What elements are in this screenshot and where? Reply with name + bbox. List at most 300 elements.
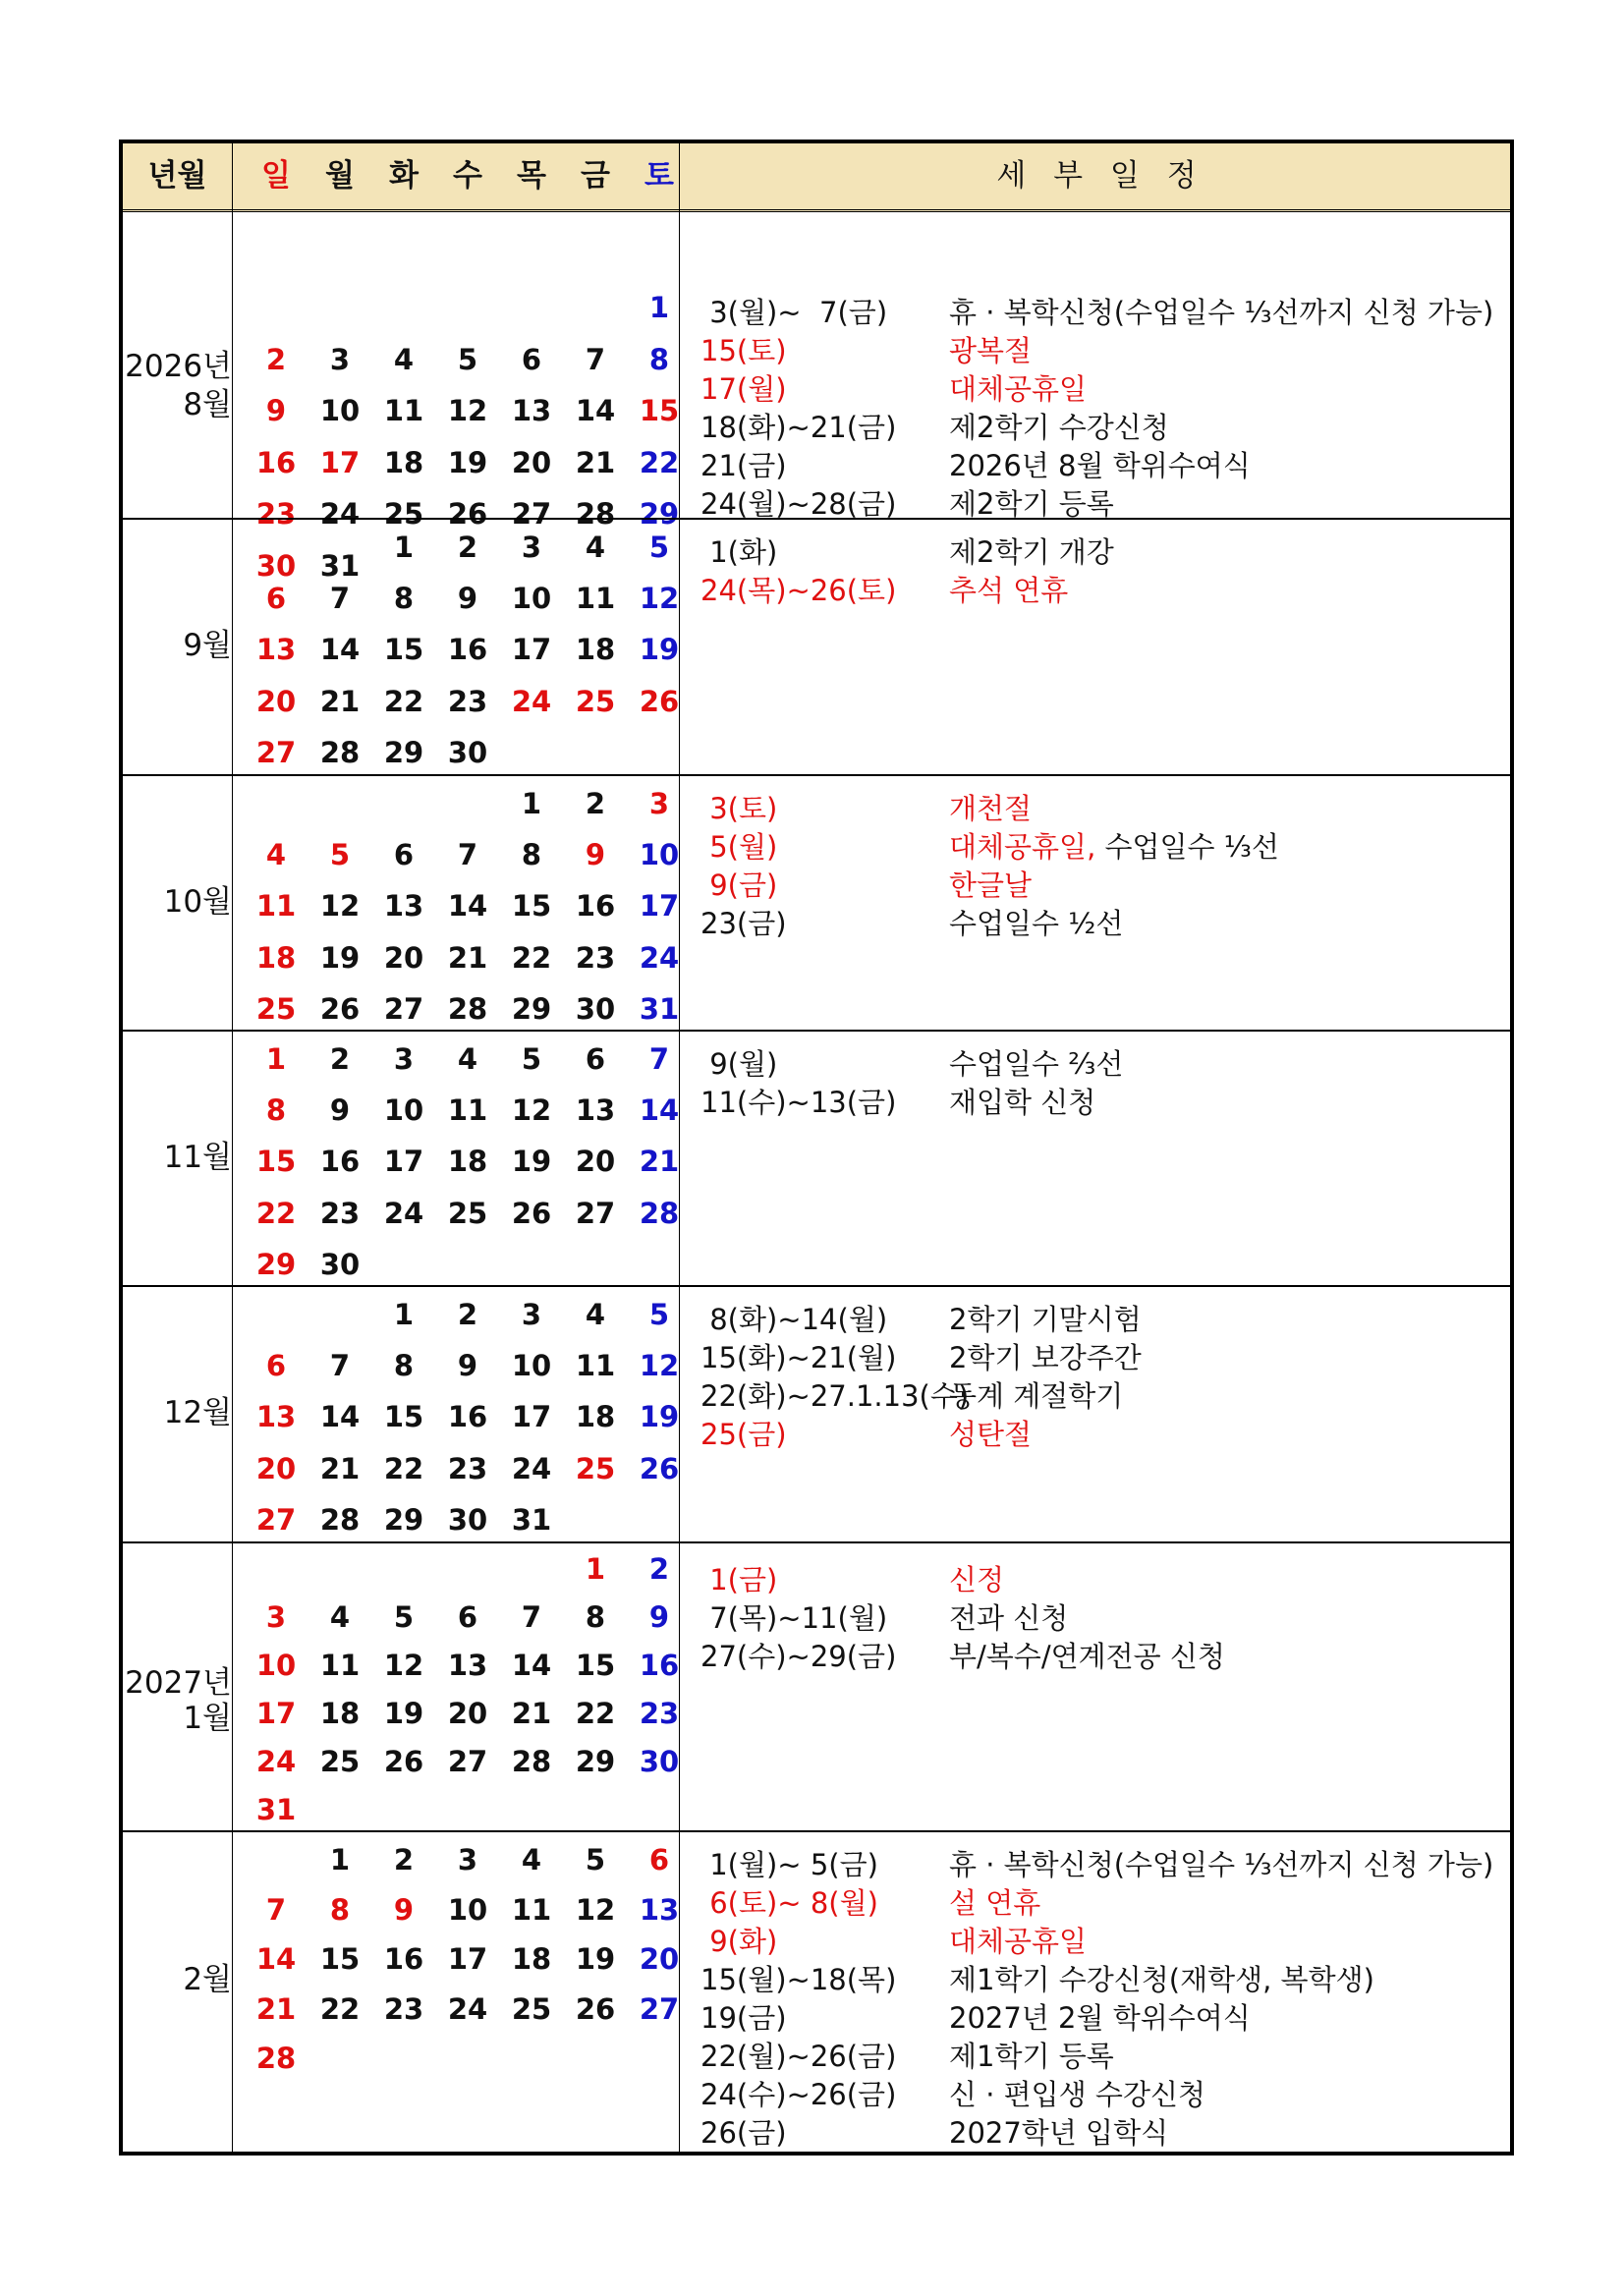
calendar-day: 26: [639, 1451, 680, 1485]
calendar-day: 6: [648, 1843, 670, 1876]
calendar-day: 7: [329, 1349, 351, 1383]
calendar-day: 20: [639, 1942, 680, 1976]
event-date: 5(월): [700, 830, 778, 864]
calendar-day: 26: [447, 497, 488, 531]
month-row: [123, 1030, 1510, 1285]
calendar-day: 26: [319, 991, 361, 1026]
event-date: 1(금): [700, 1563, 778, 1596]
calendar-day: 31: [511, 1502, 552, 1537]
calendar-day: 6: [585, 1042, 606, 1076]
calendar-day: 6: [265, 1349, 287, 1383]
calendar-day: 23: [447, 1451, 488, 1485]
calendar-day: 13: [255, 633, 297, 667]
event-description-text: 제2학기 수강신청: [949, 411, 1169, 444]
calendar-day: 6: [521, 342, 542, 376]
calendar-day: 13: [511, 394, 552, 427]
calendar-day: 24: [383, 1196, 424, 1230]
event-description-text: 2027학년 입학식: [949, 2116, 1169, 2150]
event-date: 19(금): [700, 2001, 787, 2035]
calendar-day: 22: [255, 1196, 297, 1230]
event-description-text: 2027년 2월 학위수여식: [949, 2001, 1251, 2035]
calendar-day: 21: [639, 1145, 680, 1179]
calendar-day: 22: [511, 940, 552, 975]
calendar-day: 18: [447, 1145, 488, 1179]
calendar-day: 25: [575, 1451, 616, 1485]
calendar-day: 28: [319, 1502, 361, 1537]
calendar-day: 18: [383, 445, 424, 479]
calendar-day: 15: [255, 1145, 297, 1179]
calendar-day: 2: [393, 1843, 415, 1876]
calendar-day: 26: [575, 1991, 616, 2026]
calendar-day: 8: [393, 582, 415, 616]
calendar-day: 17: [319, 445, 361, 479]
calendar-day: 26: [639, 684, 680, 718]
calendar-day: 1: [648, 291, 670, 324]
event-description-text: 광복절: [949, 334, 1033, 367]
calendar-day: 3: [265, 1600, 287, 1634]
event-date: 21(금): [700, 449, 787, 482]
calendar-day: 16: [639, 1649, 680, 1682]
month-row: [123, 774, 1510, 1030]
calendar-day: 19: [575, 1942, 616, 1976]
calendar-day: 26: [383, 1745, 424, 1778]
calendar-day: 21: [319, 1451, 361, 1485]
event-description: [949, 1301, 1142, 1338]
calendar-day: 7: [585, 342, 606, 376]
academic-calendar-table: [119, 140, 1514, 2156]
calendar-day: 3: [329, 342, 351, 376]
event-description-text: 부/복수/연계전공 신청: [949, 1640, 1225, 1673]
calendar-day: 20: [575, 1145, 616, 1179]
calendar-day: 5: [648, 1298, 670, 1331]
calendar-day: 19: [639, 633, 680, 667]
header-thu: 목: [517, 158, 546, 194]
calendar-day: 12: [639, 1349, 680, 1383]
calendar-day: 16: [255, 445, 297, 479]
calendar-day: 26: [511, 1196, 552, 1230]
calendar-day: 24: [639, 940, 680, 975]
event-description-text: 수업일수 ⅔선: [949, 1047, 1124, 1081]
calendar-day: 14: [319, 1400, 361, 1434]
calendar-day: 30: [639, 1745, 680, 1778]
calendar-day: 2: [585, 787, 606, 820]
calendar-day: 6: [265, 582, 287, 616]
calendar-day: 14: [255, 1942, 297, 1976]
calendar-day: 27: [447, 1745, 488, 1778]
calendar-day: 12: [447, 394, 488, 427]
calendar-day: 22: [383, 684, 424, 718]
event-description-text: 휴 · 복학신청(수업일수 ⅓선까지 신청 가능): [949, 1848, 1494, 1881]
calendar-day: 15: [319, 1942, 361, 1976]
calendar-day: 27: [511, 497, 552, 531]
event-description: [949, 1416, 1032, 1453]
calendar-day: 1: [521, 787, 542, 820]
event-description: [949, 2114, 1168, 2152]
event-description: [949, 1638, 1225, 1675]
header-details: 세 부 일 정: [996, 158, 1197, 194]
calendar-day: 25: [575, 684, 616, 718]
event-description: [949, 1084, 1095, 1121]
calendar-day: 3: [393, 1042, 415, 1076]
calendar-day: 22: [383, 1451, 424, 1485]
calendar-day: 9: [457, 1349, 478, 1383]
event-description: [949, 294, 1493, 331]
calendar-day: 21: [511, 1697, 552, 1730]
calendar-day: 23: [447, 684, 488, 718]
calendar-day: 10: [319, 394, 361, 427]
calendar-day: 20: [447, 1697, 488, 1730]
event-description: [949, 533, 1114, 571]
calendar-day: 28: [447, 991, 488, 1026]
calendar-day: 15: [383, 1400, 424, 1434]
calendar-day: 3: [648, 787, 670, 820]
calendar-day: 1: [585, 1552, 606, 1586]
calendar-day: 31: [255, 1793, 297, 1826]
calendar-day: 8: [521, 838, 542, 872]
calendar-day: 19: [447, 445, 488, 479]
calendar-day: 19: [383, 1697, 424, 1730]
month-label: 10월: [163, 884, 232, 920]
calendar-day: 8: [329, 1892, 351, 1927]
event-description: [949, 1961, 1374, 1998]
header-fri: 금: [581, 158, 610, 194]
calendar-day: 13: [447, 1649, 488, 1682]
calendar-day: 28: [511, 1745, 552, 1778]
event-description-text: 설 연휴: [949, 1886, 1041, 1920]
event-date: 3(토): [700, 792, 778, 825]
calendar-day: 15: [383, 633, 424, 667]
calendar-day: 7: [521, 1600, 542, 1634]
event-date: 3(월)~ 7(금): [700, 296, 888, 329]
event-description-extra: 수업일수 ⅓선: [1095, 830, 1279, 864]
calendar-day: 10: [447, 1892, 488, 1927]
calendar-day: 14: [639, 1093, 680, 1128]
calendar-day: 10: [255, 1649, 297, 1682]
calendar-day: 16: [319, 1145, 361, 1179]
calendar-day: 29: [575, 1745, 616, 1778]
event-date: 1(월)~ 5(금): [700, 1848, 878, 1881]
calendar-day: 25: [511, 1991, 552, 2026]
calendar-day: 25: [319, 1745, 361, 1778]
calendar-day: 7: [329, 582, 351, 616]
calendar-day: 16: [447, 633, 488, 667]
calendar-day: 20: [383, 940, 424, 975]
event-description-text: 성탄절: [949, 1418, 1033, 1451]
event-date: 9(금): [700, 868, 778, 902]
event-description-text: 제2학기 개강: [949, 535, 1114, 569]
month-label: 2월: [183, 1962, 232, 1997]
event-description-text: 재입학 신청: [949, 1086, 1096, 1119]
calendar-day: 13: [255, 1400, 297, 1434]
header-sat: 토: [644, 158, 674, 194]
calendar-day: 20: [255, 684, 297, 718]
calendar-day: 21: [575, 445, 616, 479]
month-label: 11월: [163, 1140, 232, 1175]
calendar-day: 19: [319, 940, 361, 975]
calendar-day: 5: [457, 342, 478, 376]
calendar-day: 16: [575, 889, 616, 924]
calendar-day: 25: [255, 991, 297, 1026]
calendar-day: 27: [255, 735, 297, 769]
event-description: [949, 1561, 1004, 1598]
event-description: [949, 2076, 1205, 2113]
calendar-day: 11: [511, 1892, 552, 1927]
event-description: [949, 790, 1032, 827]
calendar-day: 2: [265, 342, 287, 376]
calendar-day: 12: [319, 889, 361, 924]
calendar-day: 16: [383, 1942, 424, 1976]
calendar-day: 24: [255, 1745, 297, 1778]
calendar-day: 12: [575, 1892, 616, 1927]
calendar-day: 4: [521, 1843, 542, 1876]
calendar-day: 27: [383, 991, 424, 1026]
calendar-day: 4: [265, 838, 287, 872]
calendar-day: 8: [648, 342, 670, 376]
event-description: [949, 1599, 1068, 1637]
event-date: 18(화)~21(금): [700, 411, 897, 444]
event-description-text: 대체공휴일: [949, 372, 1088, 406]
calendar-day: 15: [575, 1649, 616, 1682]
table-header: [123, 143, 1510, 212]
calendar-day: 1: [393, 1298, 415, 1331]
calendar-day: 19: [511, 1145, 552, 1179]
calendar-day: 30: [447, 1502, 488, 1537]
calendar-day: 10: [639, 838, 680, 872]
calendar-day: 13: [383, 889, 424, 924]
calendar-day: 8: [393, 1349, 415, 1383]
calendar-day: 1: [329, 1843, 351, 1876]
calendar-day: 10: [511, 1349, 552, 1383]
event-description-text: 한글날: [949, 868, 1033, 902]
month-label: 8월: [183, 387, 232, 422]
event-description: [949, 1884, 1040, 1922]
event-date: 17(월): [700, 372, 787, 406]
event-date: 22(월)~26(금): [700, 2040, 897, 2073]
calendar-day: 11: [383, 394, 424, 427]
calendar-day: 2: [648, 1552, 670, 1586]
event-date: 8(화)~14(월): [700, 1303, 888, 1336]
calendar-day: 9: [265, 394, 287, 427]
event-description: [949, 1999, 1251, 2037]
calendar-day: 9: [648, 1600, 670, 1634]
calendar-day: 24: [447, 1991, 488, 2026]
calendar-day: 12: [639, 582, 680, 616]
event-date: 25(금): [700, 1418, 787, 1451]
event-date: 15(화)~21(월): [700, 1341, 897, 1374]
header-year-month: 년월: [147, 158, 207, 194]
calendar-day: 14: [447, 889, 488, 924]
calendar-day: 24: [319, 497, 361, 531]
calendar-day: 18: [575, 633, 616, 667]
calendar-day: 22: [639, 445, 680, 479]
calendar-day: 27: [255, 1502, 297, 1537]
calendar-day: 16: [447, 1400, 488, 1434]
event-description: [949, 1846, 1493, 1883]
calendar-day: 29: [255, 1247, 297, 1281]
calendar-day: 11: [447, 1093, 488, 1128]
calendar-day: 27: [575, 1196, 616, 1230]
event-description-text: 2026년 8월 학위수여식: [949, 449, 1251, 482]
calendar-day: 13: [639, 1892, 680, 1927]
calendar-day: 2: [329, 1042, 351, 1076]
event-description: [949, 905, 1123, 942]
event-description-text: 대체공휴일: [949, 1925, 1088, 1958]
calendar-day: 17: [383, 1145, 424, 1179]
calendar-day: 23: [639, 1697, 680, 1730]
calendar-day: 18: [319, 1697, 361, 1730]
calendar-day: 8: [265, 1093, 287, 1128]
calendar-day: 28: [639, 1196, 680, 1230]
calendar-day: 5: [329, 838, 351, 872]
calendar-day: 29: [383, 1502, 424, 1537]
event-date: 9(월): [700, 1047, 778, 1081]
calendar-day: 19: [639, 1400, 680, 1434]
calendar-day: 25: [383, 497, 424, 531]
calendar-day: 9: [329, 1093, 351, 1128]
calendar-day: 10: [511, 582, 552, 616]
calendar-day: 6: [457, 1600, 478, 1634]
event-description-text: 2학기 기말시험: [949, 1303, 1142, 1336]
event-description: [949, 867, 1032, 904]
event-date: 23(금): [700, 907, 787, 940]
header-wed: 수: [453, 158, 482, 194]
calendar-day: 25: [447, 1196, 488, 1230]
event-description: [949, 828, 1279, 866]
calendar-day: 20: [255, 1451, 297, 1485]
event-description-text: 동계 계절학기: [949, 1379, 1124, 1413]
event-description: [949, 447, 1251, 484]
calendar-day: 24: [511, 1451, 552, 1485]
calendar-day: 11: [319, 1649, 361, 1682]
calendar-day: 15: [511, 889, 552, 924]
event-date: 26(금): [700, 2116, 787, 2150]
event-description-text: 대체공휴일,: [949, 830, 1096, 864]
calendar-day: 4: [585, 1298, 606, 1331]
event-description-text: 휴 · 복학신청(수업일수 ⅓선까지 신청 가능): [949, 296, 1494, 329]
calendar-day: 17: [511, 633, 552, 667]
event-description: [949, 1923, 1087, 1960]
event-date: 6(토)~ 8(월): [700, 1886, 878, 1920]
calendar-day: 5: [648, 531, 670, 564]
calendar-day: 17: [639, 889, 680, 924]
calendar-day: 4: [329, 1600, 351, 1634]
calendar-day: 3: [521, 531, 542, 564]
calendar-day: 17: [447, 1942, 488, 1976]
calendar-day: 5: [521, 1042, 542, 1076]
calendar-day: 17: [511, 1400, 552, 1434]
event-description: [949, 409, 1169, 446]
event-description: [949, 370, 1087, 408]
calendar-day: 30: [575, 991, 616, 1026]
calendar-day: 22: [575, 1697, 616, 1730]
month-row: [123, 1285, 1510, 1541]
event-description-text: 2학기 보강주간: [949, 1341, 1142, 1374]
event-description: [949, 332, 1032, 369]
calendar-day: 21: [255, 1991, 297, 2026]
event-date: 1(화): [700, 535, 778, 569]
calendar-day: 23: [383, 1991, 424, 2026]
calendar-day: 31: [639, 991, 680, 1026]
calendar-day: 12: [511, 1093, 552, 1128]
calendar-day: 22: [319, 1991, 361, 2026]
calendar-day: 4: [393, 342, 415, 376]
calendar-day: 4: [457, 1042, 478, 1076]
event-description: [949, 2038, 1114, 2075]
event-date: 15(토): [700, 334, 787, 367]
calendar-day: 1: [265, 1042, 287, 1076]
calendar-day: 9: [457, 582, 478, 616]
month-label: 9월: [183, 628, 232, 663]
calendar-day: 9: [585, 838, 606, 872]
calendar-day: 23: [319, 1196, 361, 1230]
calendar-day: 7: [265, 1892, 287, 1927]
month-row: [123, 1541, 1510, 1830]
calendar-day: 30: [447, 735, 488, 769]
header-tue: 화: [389, 158, 419, 194]
calendar-day: 28: [575, 497, 616, 531]
event-description: [949, 1377, 1123, 1415]
event-description-text: 제1학기 수강신청(재학생, 복학생): [949, 1963, 1374, 1996]
event-date: 15(월)~18(목): [700, 1963, 897, 1996]
calendar-day: 14: [575, 394, 616, 427]
calendar-day: 29: [511, 991, 552, 1026]
calendar-day: 29: [639, 497, 680, 531]
calendar-day: 11: [575, 1349, 616, 1383]
calendar-day: 18: [511, 1942, 552, 1976]
month-row: [123, 1830, 1510, 2155]
calendar-day: 14: [511, 1649, 552, 1682]
month-label: 1월: [183, 1701, 232, 1736]
calendar-day: 2: [457, 1298, 478, 1331]
calendar-day: 1: [393, 531, 415, 564]
calendar-day: 5: [585, 1843, 606, 1876]
calendar-day: 27: [639, 1991, 680, 2026]
event-description-text: 전과 신청: [949, 1601, 1069, 1635]
month-label: 12월: [163, 1395, 232, 1430]
event-date: 24(월)~28(금): [700, 487, 897, 521]
year-label: 2026년: [125, 349, 232, 384]
event-date: 11(수)~13(금): [700, 1086, 897, 1119]
calendar-day: 14: [319, 633, 361, 667]
calendar-day: 31: [319, 548, 361, 583]
event-description-text: 개천절: [949, 792, 1033, 825]
calendar-day: 20: [511, 445, 552, 479]
calendar-day: 24: [511, 684, 552, 718]
calendar-day: 6: [393, 838, 415, 872]
calendar-day: 28: [255, 2042, 297, 2075]
calendar-day: 7: [648, 1042, 670, 1076]
event-description-text: 추석 연휴: [949, 574, 1069, 607]
event-date: 27(수)~29(금): [700, 1640, 897, 1673]
event-description: [949, 1339, 1142, 1376]
event-description-text: 제2학기 등록: [949, 487, 1114, 521]
event-description-text: 수업일수 ½선: [949, 907, 1124, 940]
event-date: 22(화)~27.1.13(수): [700, 1379, 970, 1413]
event-description-text: 신정: [949, 1563, 1005, 1596]
event-date: 24(수)~26(금): [700, 2078, 897, 2111]
calendar-day: 30: [319, 1247, 361, 1281]
calendar-day: 11: [255, 889, 297, 924]
calendar-day: 18: [575, 1400, 616, 1434]
calendar-day: 21: [447, 940, 488, 975]
event-date: 9(화): [700, 1925, 778, 1958]
calendar-day: 30: [255, 548, 297, 583]
calendar-day: 28: [319, 735, 361, 769]
event-date: 7(목)~11(월): [700, 1601, 888, 1635]
event-description: [949, 572, 1068, 609]
calendar-day: 9: [393, 1892, 415, 1927]
calendar-day: 17: [255, 1697, 297, 1730]
